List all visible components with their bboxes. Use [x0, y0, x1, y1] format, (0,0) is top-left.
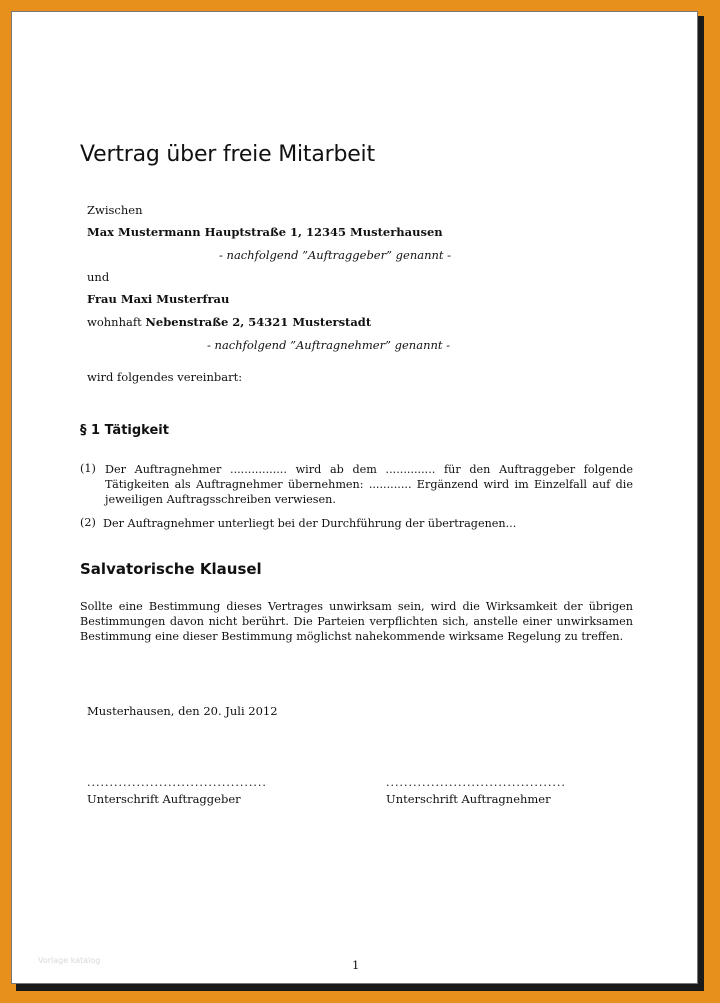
party2-note: - nachfolgend ”Auftragnehmer” genannt -: [207, 338, 451, 352]
between-label: Zwischen: [87, 203, 143, 217]
section2-text: Sollte eine Bestimmung dieses Vertrages unwirksam sein, wird die Wirksamkeit der übrigen Bestimmungen davon nicht berührt. Die Parteien verpflichten sich, anstelle einer unwirksamen Bestimmung eine dieser Bestimmung möglichst nahekommende wirksame Regelung zu treffen.: [80, 600, 633, 643]
party2-name: Frau Maxi Musterfrau: [87, 292, 230, 306]
party2-address-line: [87, 315, 371, 330]
party1-note: - nachfolgend ”Auftraggeber” genannt -: [219, 248, 452, 262]
item2-number: (2): [80, 516, 96, 529]
agreed-label: wird folgendes vereinbart:: [87, 370, 243, 384]
signature-line-left: ........................................: [87, 776, 267, 789]
item1-number: (1): [80, 462, 96, 475]
document-page: [11, 11, 698, 984]
section1-heading: § 1 Tätigkeit: [80, 423, 169, 438]
item1-text: Der Auftragnehmer ................ wird ab dem .............. für den Auftraggeber folgende Tätigkeiten als Auftragnehmer übernehmen: ............ Ergänzend wird im Einzelfall auf die jeweiligen Auftragsschreiben verwiesen.: [105, 463, 633, 506]
and-label: und: [87, 270, 110, 284]
party2-address: Nebenstraße 2, 54321 Musterstadt: [145, 315, 372, 329]
watermark: Vorlage katalog: [38, 956, 101, 965]
signature-line-right: ........................................: [386, 776, 566, 789]
place-date: Musterhausen, den 20. Juli 2012: [87, 704, 278, 718]
party2-prefix: wohnhaft: [87, 315, 142, 329]
section2-heading: Salvatorische Klausel: [80, 560, 262, 578]
document-title: Vertrag über freie Mitarbeit: [80, 142, 375, 167]
party1-line: Max Mustermann Hauptstraße 1, 12345 Musterhausen: [87, 225, 443, 239]
page-number: 1: [352, 958, 360, 972]
item2-text: Der Auftragnehmer unterliegt bei der Durchführung der übertragenen...: [103, 517, 517, 530]
signature-label-left: Unterschrift Auftraggeber: [87, 792, 241, 806]
signature-label-right: Unterschrift Auftragnehmer: [386, 792, 551, 806]
